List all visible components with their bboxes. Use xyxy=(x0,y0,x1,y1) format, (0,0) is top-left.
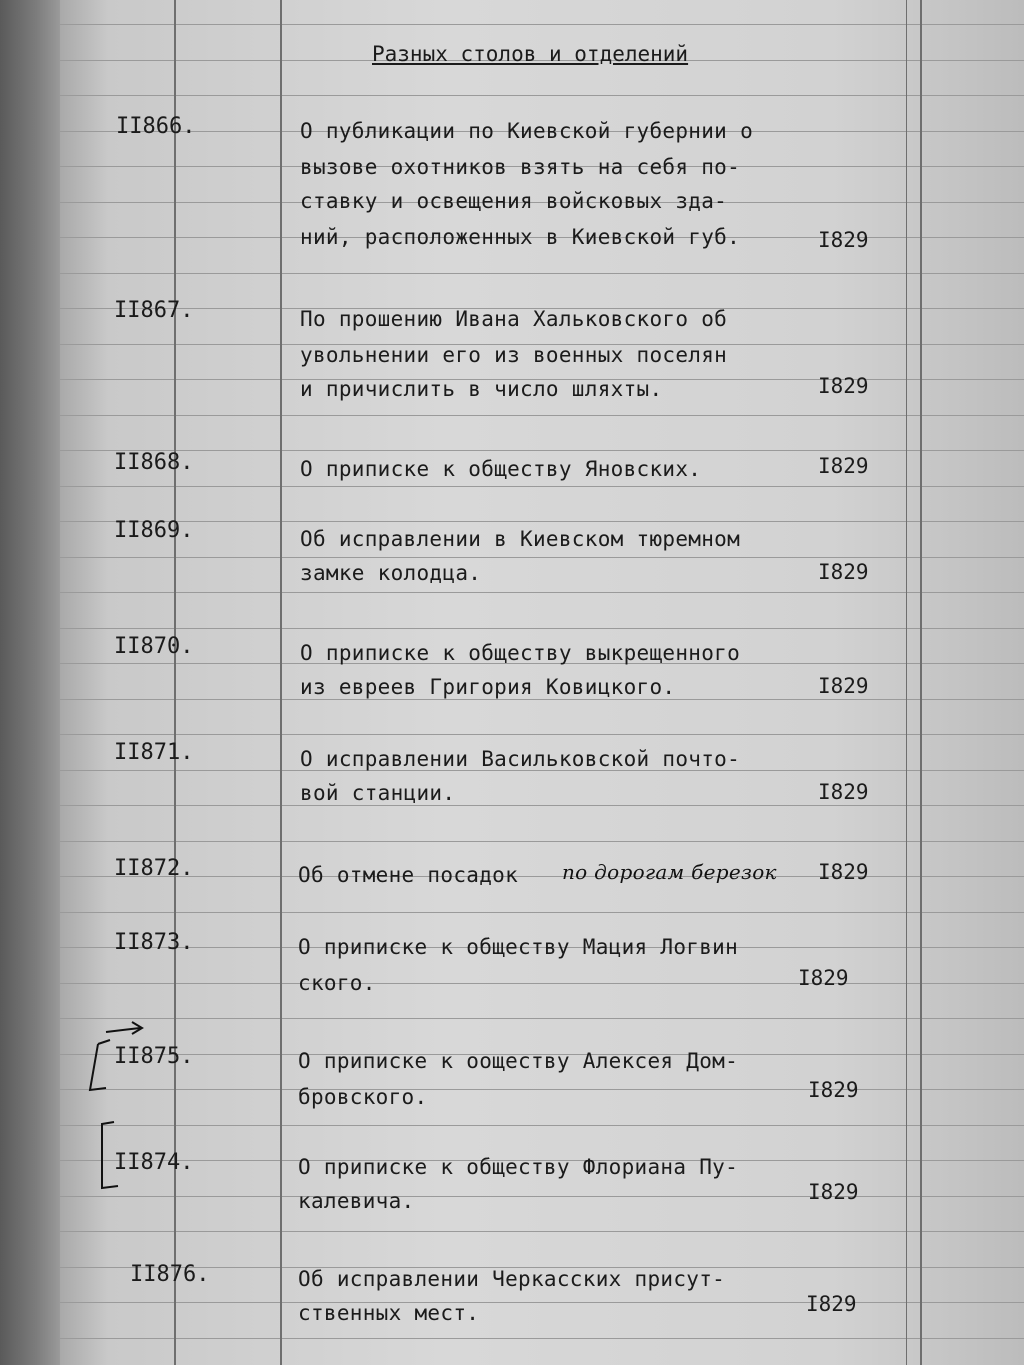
book-spine xyxy=(0,0,60,1365)
entry-line: ского. xyxy=(298,971,376,995)
ruled-line xyxy=(60,983,1024,984)
entry-line: замке колодца. xyxy=(300,561,482,585)
entry-number: II868. xyxy=(114,450,194,475)
ruled-line xyxy=(60,876,1024,877)
margin-line-right xyxy=(920,0,922,1365)
entry-line: О приписке к обществу Флориана Пу- xyxy=(298,1155,739,1179)
entry-year: I829 xyxy=(798,966,849,990)
entry-line: О публикации по Киевской губернии о xyxy=(300,119,754,143)
ruled-line xyxy=(60,1231,1024,1232)
entry-year: I829 xyxy=(818,780,869,804)
entry-line: калевича. xyxy=(298,1189,415,1213)
ruled-line xyxy=(60,450,1024,451)
ruled-line xyxy=(60,841,1024,842)
ruled-line xyxy=(60,628,1024,629)
entry-line: бровского. xyxy=(298,1085,428,1109)
entry-year: I829 xyxy=(818,374,869,398)
entry-year: I829 xyxy=(806,1292,857,1316)
ruled-line xyxy=(60,486,1024,487)
entry-number: II867. xyxy=(114,298,194,323)
entry-number: II872. xyxy=(114,856,194,881)
entry-year: I829 xyxy=(818,560,869,584)
entry-line: ставку и освещения войсковых зда- xyxy=(300,189,728,213)
entry-line: О приписке к обществу выкрещенного xyxy=(300,641,741,665)
entry-line: О приписке к обществу Мация Логвин xyxy=(298,935,739,959)
ruled-line xyxy=(60,1125,1024,1126)
entry-line: ний, расположенных в Киевской губ. xyxy=(300,225,741,249)
entry-line: из евреев Григория Ковицкого. xyxy=(300,675,676,699)
entry-line: Об исправлении Черкасских присут- xyxy=(298,1267,726,1291)
entry-number: II871. xyxy=(114,740,194,765)
entry-number: II869. xyxy=(114,518,194,543)
ruled-line xyxy=(60,273,1024,274)
ruled-line xyxy=(60,1338,1024,1339)
ruled-line xyxy=(60,1302,1024,1303)
ruled-line xyxy=(60,1196,1024,1197)
entry-number: II875. xyxy=(114,1044,194,1069)
entry-year: I829 xyxy=(818,454,869,478)
entry-line: Об исправлении в Киевском тюремном xyxy=(300,527,741,551)
margin-line-year xyxy=(906,0,907,1365)
entry-year: I829 xyxy=(818,674,869,698)
entry-year: I829 xyxy=(808,1078,859,1102)
entry-line: вызове охотников взять на себя по- xyxy=(300,155,741,179)
entry-number: II874. xyxy=(114,1150,194,1175)
ruled-line xyxy=(60,912,1024,913)
entry-year: I829 xyxy=(818,860,869,884)
handwritten-insertion: по дорогам березок xyxy=(562,860,777,884)
entry-line: По прошению Ивана Хальковского об xyxy=(300,307,728,331)
ruled-line xyxy=(60,557,1024,558)
ruled-line xyxy=(60,24,1024,25)
ruled-line xyxy=(60,1089,1024,1090)
entry-line: вой станции. xyxy=(300,781,456,805)
margin-line-number xyxy=(280,0,282,1365)
entry-line: О приписке к обществу Яновских. xyxy=(300,457,702,481)
entry-year: I829 xyxy=(808,1180,859,1204)
entry-line: Об отмене посадок xyxy=(298,863,519,887)
entry-number: II866. xyxy=(116,114,196,139)
ruled-line xyxy=(60,415,1024,416)
handwritten-bracket-marks xyxy=(80,1010,160,1200)
entry-line: увольнении его из военных поселян xyxy=(300,343,728,367)
entry-number: II873. xyxy=(114,930,194,955)
entry-line: ственных мест. xyxy=(298,1301,480,1325)
entry-year: I829 xyxy=(818,228,869,252)
ruled-line xyxy=(60,592,1024,593)
section-heading: Разных столов и отделений xyxy=(372,42,689,66)
ruled-line xyxy=(60,734,1024,735)
ruled-line xyxy=(60,95,1024,96)
entry-line: О исправлении Васильковской почто- xyxy=(300,747,741,771)
entry-number: II876. xyxy=(130,1262,210,1287)
ruled-line xyxy=(60,805,1024,806)
entry-line: и причислить в число шляхты. xyxy=(300,377,663,401)
ruled-line xyxy=(60,1018,1024,1019)
entry-line: О приписке к ооществу Алексея Дом- xyxy=(298,1049,739,1073)
entry-number: II870. xyxy=(114,634,194,659)
